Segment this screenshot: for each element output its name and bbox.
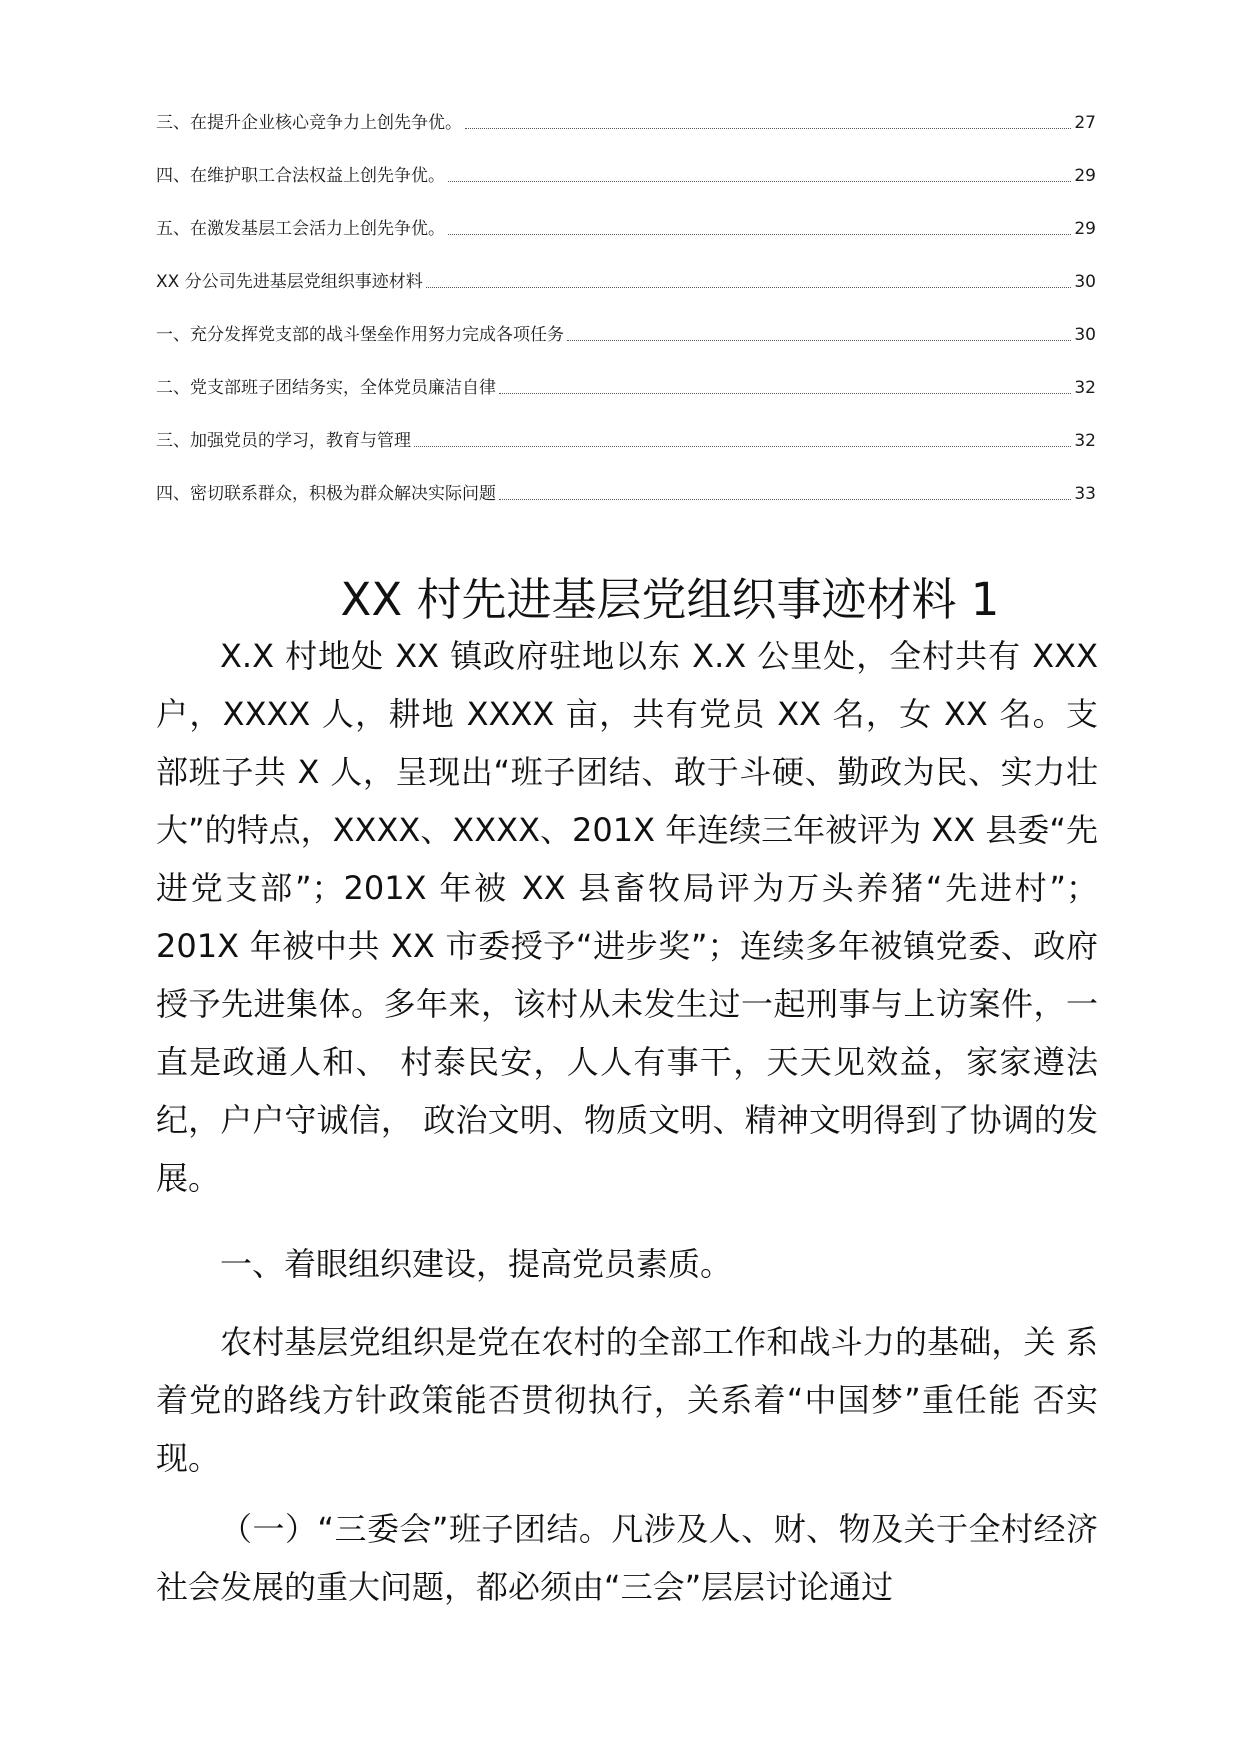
toc-entry-title: 四、在维护职工合法权益上创先争优。	[156, 166, 445, 186]
toc-entry[interactable]	[156, 240, 1096, 293]
toc-leader-dots	[448, 180, 1071, 182]
toc-entry[interactable]	[156, 134, 1096, 187]
toc-leader-dots	[567, 339, 1071, 341]
toc-entry-title: 三、在提升企业核心竞争力上创先争优。	[156, 113, 462, 133]
document-title: XX 村先进基层党组织事迹材料 1	[340, 573, 1000, 627]
toc-entry-title: 四、密切联系群众，积极为群众解决实际问题	[156, 484, 496, 504]
intro-paragraph: X.X 村地处 XX 镇政府驻地以东 X.X 公里处，全村共有 XXX 户，XXXX 人，耕地 XXXX 亩，共有党员 XX 名，女 XX 名。支部班子共 X 人，呈现出“班子团结、敢于斗硬、勤政为民、实力壮大”的特点，XXXX、XXXX、201X 年连续三年被评为 XX 县委“先进党支部”；201X 年被 XX 县畜牧局评为万头养猪“先进村”；201X 年被中共 XX 市委授予“进步奖”；连续多年被镇党委、政府授予先进集体。多年来，该村从未发生过一起刑事与上访案件，一直是政通人和、 村泰民安，人人有事干，天天见效益，家家遵法纪，户户守诚信， 政治文明、物质文明、精神文明得到了协调的发展。	[156, 637, 1098, 1197]
section-heading: 一、着眼组织建设，提高党员素质。	[220, 1245, 733, 1283]
toc-leader-dots	[499, 392, 1071, 394]
toc-entry-title: 五、在激发基层工会活力上创先争优。	[156, 219, 445, 239]
toc-entry[interactable]	[156, 346, 1096, 399]
toc-entry[interactable]	[156, 293, 1096, 346]
toc-entry-page: 27	[1074, 113, 1096, 133]
toc-leader-dots	[448, 233, 1071, 235]
toc-entry-page: 29	[1074, 166, 1096, 186]
toc-entry-page: 33	[1074, 484, 1096, 504]
body-paragraph: （一）“三委会”班子团结。凡涉及人、财、物及关于全村经济社会发展的重大问题，都必须由“三会”层层讨论通过	[156, 1510, 1098, 1606]
toc-leader-dots	[414, 445, 1071, 447]
toc-entry[interactable]	[156, 399, 1096, 452]
toc-entry-title: 三、加强党员的学习，教育与管理	[156, 431, 411, 451]
toc-leader-dots	[499, 498, 1071, 500]
toc-entry-title: XX 分公司先进基层党组织事迹材料	[156, 272, 423, 292]
toc-entry-title: 二、党支部班子团结务实，全体党员廉洁自律	[156, 378, 496, 398]
toc-leader-dots	[465, 127, 1071, 129]
toc-entry[interactable]	[156, 187, 1096, 240]
toc-entry[interactable]	[156, 452, 1096, 505]
toc-entry-page: 32	[1074, 431, 1096, 451]
toc-entry-page: 32	[1074, 378, 1096, 398]
toc-leader-dots	[426, 286, 1072, 288]
toc-entry-page: 30	[1074, 325, 1096, 345]
table-of-contents	[156, 112, 1096, 505]
toc-entry-title: 一、充分发挥党支部的战斗堡垒作用努力完成各项任务	[156, 325, 564, 345]
toc-entry-page: 29	[1074, 219, 1096, 239]
body-paragraph: 农村基层党组织是党在农村的全部工作和战斗力的基础，关 系着党的路线方针政策能否贯彻执行，关系着“中国梦”重任能 否实现。	[156, 1323, 1098, 1477]
toc-entry[interactable]	[156, 112, 1096, 134]
toc-entry-page: 30	[1074, 272, 1096, 292]
